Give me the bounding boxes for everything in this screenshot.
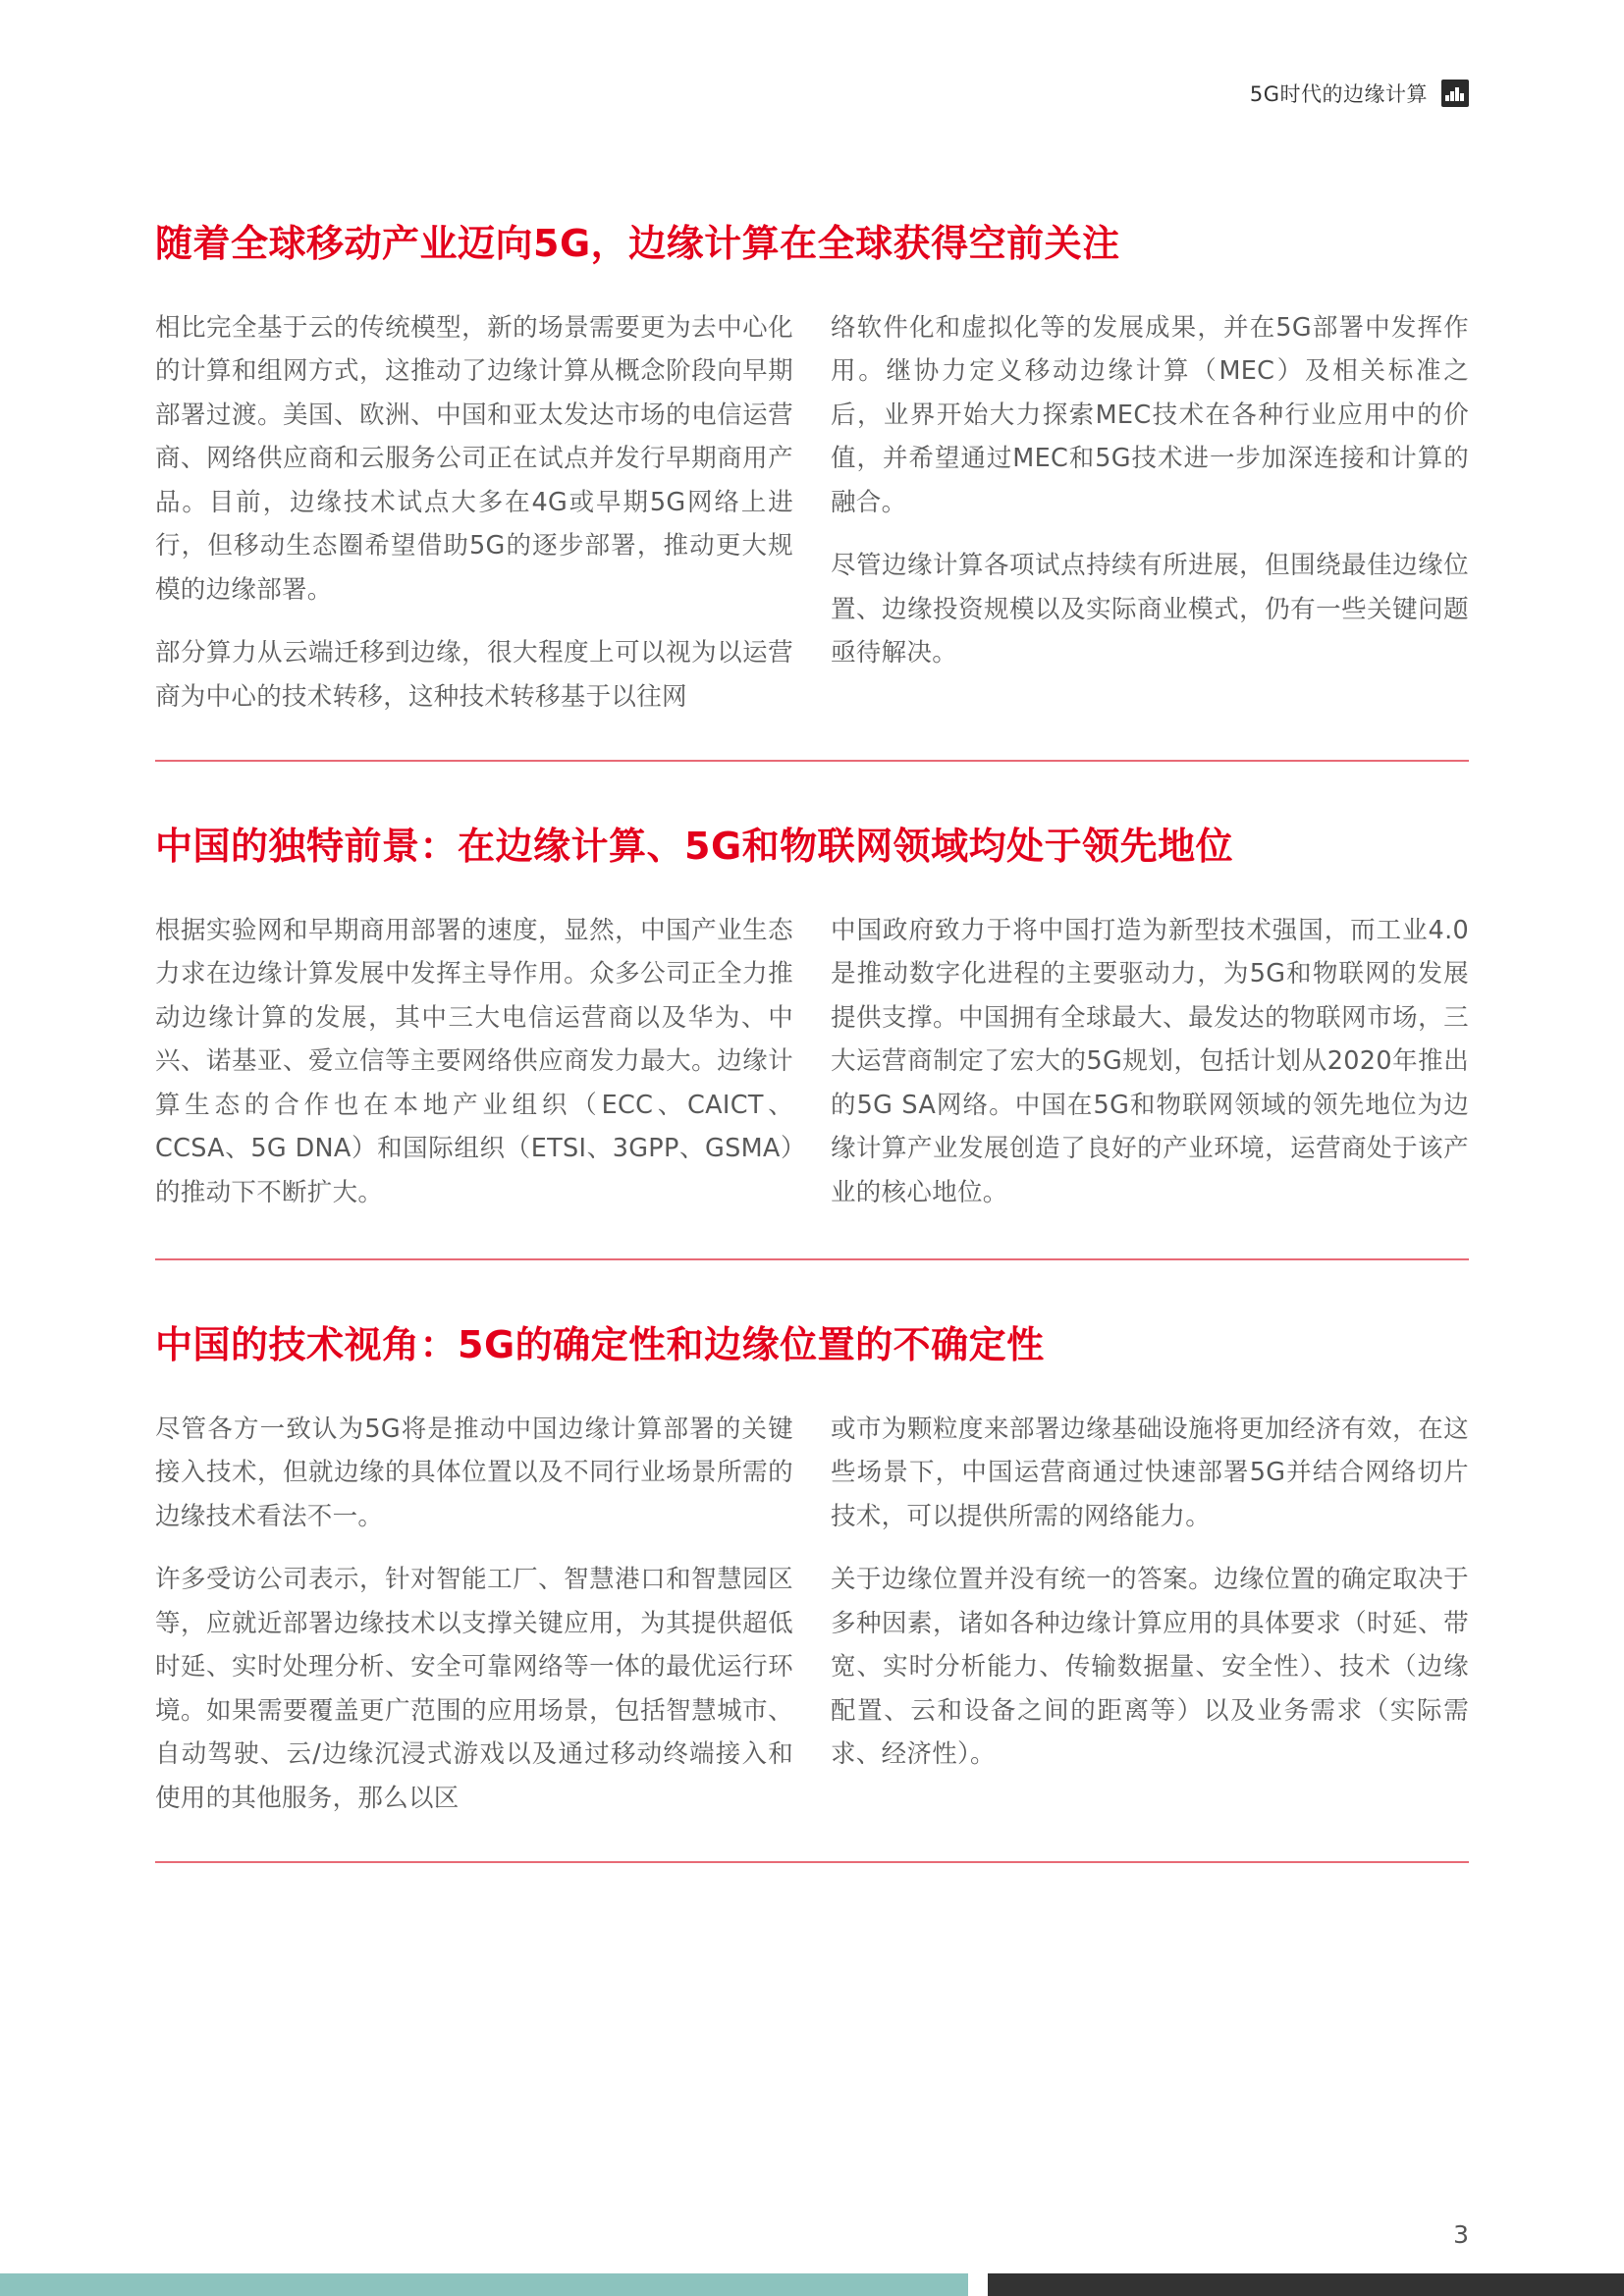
section-1-columns	[155, 306, 1469, 739]
section-2-columns	[155, 909, 1469, 1235]
paragraph: 络软件化和虚拟化等的发展成果，并在5G部署中发挥作用。继协力定义移动边缘计算（MEC）及相关标准之后，业界开始大力探索MEC技术在各种行业应用中的价值，并希望通过MEC和5G技术进一步加深连接和计算的融合。	[831, 312, 1469, 517]
paragraph: 关于边缘位置并没有统一的答案。边缘位置的确定取决于多种因素，诸如各种边缘计算应用的具体要求（时延、带宽、实时分析能力、传输数据量、安全性）、技术（边缘配置、云和设备之间的距离等）以及业务需求（实际需求、经济性）。	[831, 1565, 1469, 1770]
paragraph: 尽管边缘计算各项试点持续有所进展，但围绕最佳边缘位置、边缘投资规模以及实际商业模式，仍有一些关键问题亟待解决。	[831, 551, 1469, 668]
report-logo-icon	[1441, 80, 1469, 107]
footer-bar-left	[0, 2273, 968, 2296]
section-1	[155, 222, 1469, 738]
paragraph: 中国政府致力于将中国打造为新型技术强国，而工业4.0是推动数字化进程的主要驱动力，为5G和物联网的发展提供支撑。中国拥有全球最大、最发达的物联网市场，三大运营商制定了宏大的5G规划，包括计划从2020年推出的5G SA网络。中国在5G和物联网领域的领先地位为边缘计算产业发展创造了良好的产业环境，运营商处于该产业的核心地位。	[831, 915, 1469, 1207]
section-2	[155, 825, 1469, 1234]
paragraph: 根据实验网和早期商用部署的速度，显然，中国产业生态力求在边缘计算发展中发挥主导作用。众多公司正全力推动边缘计算的发展，其中三大电信运营商以及华为、中兴、诺基亚、爱立信等主要网络供应商发力最大。边缘计算生态的合作也在本地产业组织（ECC、CAICT、CCSA、5G DNA）和国际组织（ETSI、3GPP、GSMA）的推动下不断扩大。	[155, 915, 793, 1207]
section-divider	[155, 760, 1469, 762]
section-2-right-column	[831, 909, 1469, 1235]
paragraph: 或市为颗粒度来部署边缘基础设施将更加经济有效，在这些场景下，中国运营商通过快速部署5G并结合网络切片技术，可以提供所需的网络能力。	[831, 1414, 1469, 1531]
paragraph: 部分算力从云端迁移到边缘，很大程度上可以视为以运营商为中心的技术转移，这种技术转移基于以往网	[155, 638, 793, 712]
section-2-title: 中国的独特前景：在边缘计算、5G和物联网领域均处于领先地位	[155, 825, 1234, 868]
page-header	[1250, 79, 1469, 108]
footer-bar-right	[988, 2273, 1624, 2296]
section-3-title: 中国的技术视角：5G的确定性和边缘位置的不确定性	[155, 1323, 1045, 1366]
section-3-columns	[155, 1408, 1469, 1841]
paragraph: 相比完全基于云的传统模型，新的场景需要更为去中心化的计算和组网方式，这推动了边缘计算从概念阶段向早期部署过渡。美国、欧洲、中国和亚太发达市场的电信运营商、网络供应商和云服务公司正在试点并发行早期商用产品。目前，边缘技术试点大多在4G或早期5G网络上进行，但移动生态圈希望借助5G的逐步部署，推动更大规模的边缘部署。	[155, 312, 793, 605]
section-divider	[155, 1258, 1469, 1260]
section-1-title: 随着全球移动产业迈向5G，边缘计算在全球获得空前关注	[155, 222, 1120, 265]
section-2-left-column	[155, 909, 793, 1235]
report-title: 5G时代的边缘计算	[1249, 82, 1428, 106]
paragraph: 许多受访公司表示，针对智能工厂、智慧港口和智慧园区等，应就近部署边缘技术以支撑关键应用，为其提供超低时延、实时处理分析、安全可靠网络等一体的最优运行环境。如果需要覆盖更广范围的应用场景，包括智慧城市、自动驾驶、云/边缘沉浸式游戏以及通过移动终端接入和使用的其他服务，那么以区	[155, 1565, 793, 1813]
section-3	[155, 1323, 1469, 1840]
section-1-right-column	[831, 306, 1469, 739]
paragraph: 尽管各方一致认为5G将是推动中国边缘计算部署的关键接入技术，但就边缘的具体位置以及不同行业场景所需的边缘技术看法不一。	[155, 1414, 793, 1531]
section-divider	[155, 1861, 1469, 1863]
page-number: 3	[1453, 2220, 1469, 2249]
section-1-left-column	[155, 306, 793, 739]
section-3-right-column	[831, 1408, 1469, 1841]
section-3-left-column	[155, 1408, 793, 1841]
